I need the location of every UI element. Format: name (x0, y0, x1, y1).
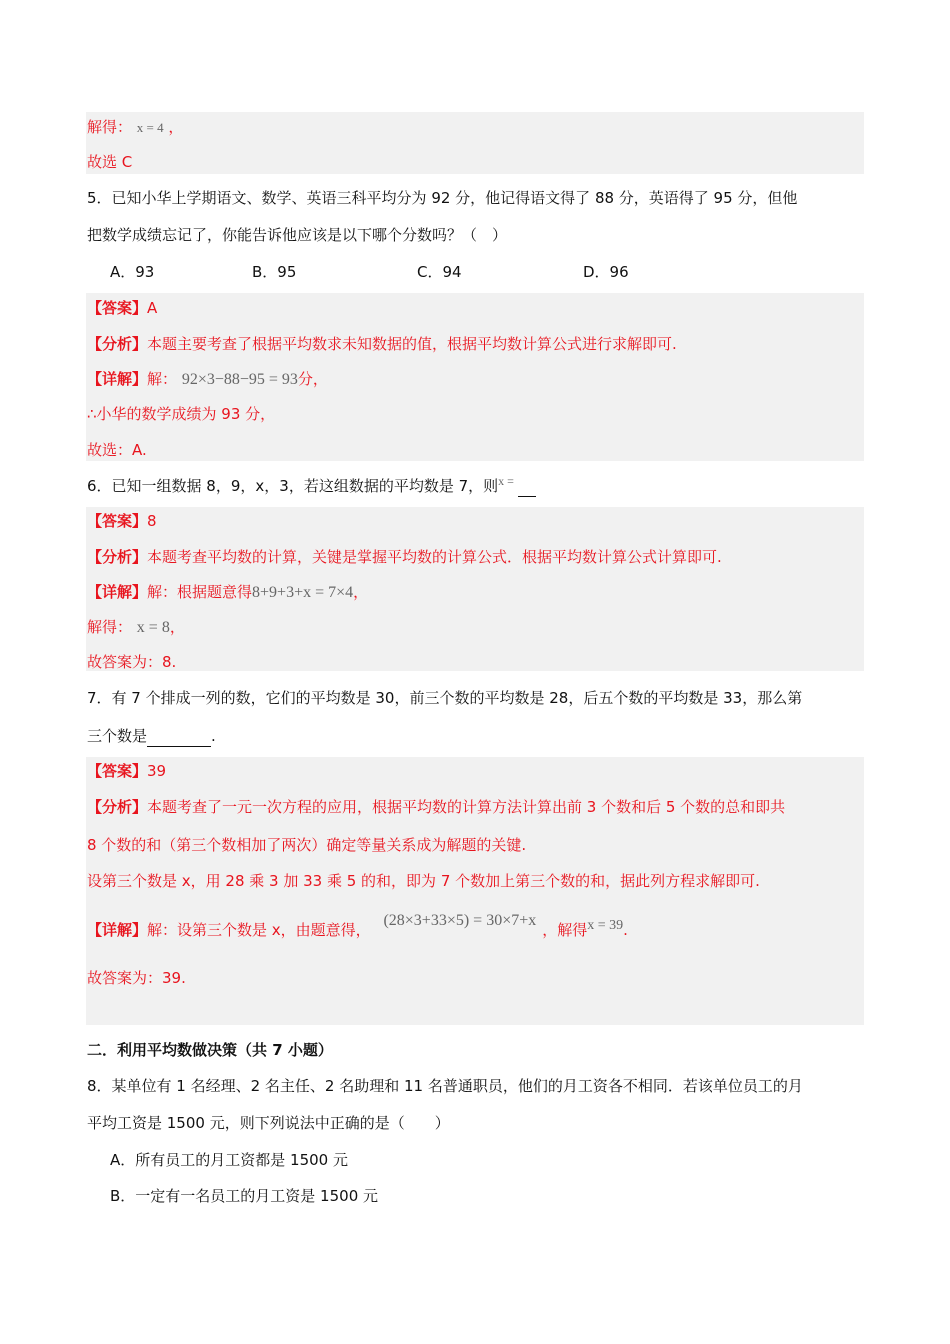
q7-answer-blank (147, 726, 211, 747)
q7-analysis-line1: 【分析】本题考查了一元一次方程的应用，根据平均数的计算方法计算出前 3 个数和后 5 个数的总和即共 (87, 798, 786, 816)
q8-option-b: B．一定有一名员工的月工资是 1500 元 (110, 1187, 379, 1205)
q5-answer: 【答案】A (87, 299, 158, 317)
q6-stem-math: x = (498, 474, 514, 488)
q6-solve: 解得： x = 8， (87, 618, 185, 636)
q6-answer-blank (518, 476, 536, 497)
q7-detail: 【详解】解：设第三个数是 x，由题意得， (28×3+33×5) = 30×7+x，解得x = 39. (87, 912, 628, 939)
q7-detail-math2: x = 39 (587, 918, 624, 933)
q5-detail-math: 92×3−88−95 = 93 (181, 371, 298, 388)
solve-label: 解得： (87, 118, 133, 136)
q5-stem-line1: 5．已知小华上学期语文、数学、英语三科平均分为 92 分，他记得语文得了 88 分，英语得了 95 分，但他 (87, 189, 798, 207)
q6-solve-math: x = 8 (136, 619, 170, 636)
q7-stem-line2: 三个数是 . (87, 727, 216, 745)
q5-therefore: ∴小华的数学成绩为 93 分， (87, 405, 276, 423)
q7-analysis-line2: 8 个数的和（第三个数相加了两次）确定等量关系成为解题的关键. (87, 836, 527, 854)
q7-analysis-line3: 设第三个数是 x，用 28 乘 3 加 33 乘 5 的和，即为 7 个数加上第三个数的和，据此列方程求解即可. (87, 872, 760, 890)
q5-analysis: 【分析】本题主要考查了根据平均数求未知数据的值，根据平均数计算公式进行求解即可. (87, 335, 677, 353)
q5-conclusion: 故选：A. (87, 441, 147, 459)
q6-detail-math: 8+9+3+x = 7×4 (252, 584, 354, 601)
q6-answer: 【答案】8 (87, 512, 157, 530)
q7-stem-line1: 7．有 7 个排成一列的数，它们的平均数是 30，前三个数的平均数是 28，后五个数的平均数是 33，那么第 (87, 689, 803, 707)
solution-panel-prev (86, 112, 864, 174)
q6-analysis: 【分析】本题考查平均数的计算，关键是掌握平均数的计算公式．根据平均数计算公式计算即可. (87, 548, 722, 566)
prev-conclusion: 故选 C (87, 153, 133, 171)
q6-detail: 【详解】解：根据题意得8+9+3+x = 7×4， (87, 583, 369, 601)
q6-stem: 6．已知一组数据 8，9，x，3，若这组数据的平均数是 7，则$^{x =}$ (87, 476, 536, 497)
q8-option-a: A．所有员工的月工资都是 1500 元 (110, 1151, 348, 1169)
q7-conclusion: 故答案为：39. (87, 969, 186, 987)
q8-stem-line2: 平均工资是 1500 元，则下列说法中正确的是（ ） (87, 1114, 450, 1132)
solve-math: x = 4 (136, 120, 164, 135)
section2-title: 二．利用平均数做决策（共 7 小题） (87, 1041, 333, 1059)
q7-answer: 【答案】39 (87, 762, 167, 780)
prev-solve-line: 解得： x = 4 ， (87, 118, 184, 136)
q5-option-d: D．96 (583, 263, 629, 281)
q5-option-b: B．95 (252, 263, 297, 281)
q7-detail-math: (28×3+33×5) = 30×7+x (383, 912, 537, 929)
q5-stem-line2: 把数学成绩忘记了，你能告诉他应该是以下哪个分数吗？（ ） (87, 226, 508, 244)
q5-detail: 【详解】解： 92×3−88−95 = 93分， (87, 370, 328, 388)
q5-option-a: A．93 (110, 263, 155, 281)
q5-option-c: C．94 (417, 263, 462, 281)
q6-conclusion: 故答案为：8. (87, 653, 177, 671)
q8-stem-line1: 8．某单位有 1 名经理、2 名主任、2 名助理和 11 名普通职员，他们的月工资各不相同．若该单位员工的月 (87, 1077, 803, 1095)
